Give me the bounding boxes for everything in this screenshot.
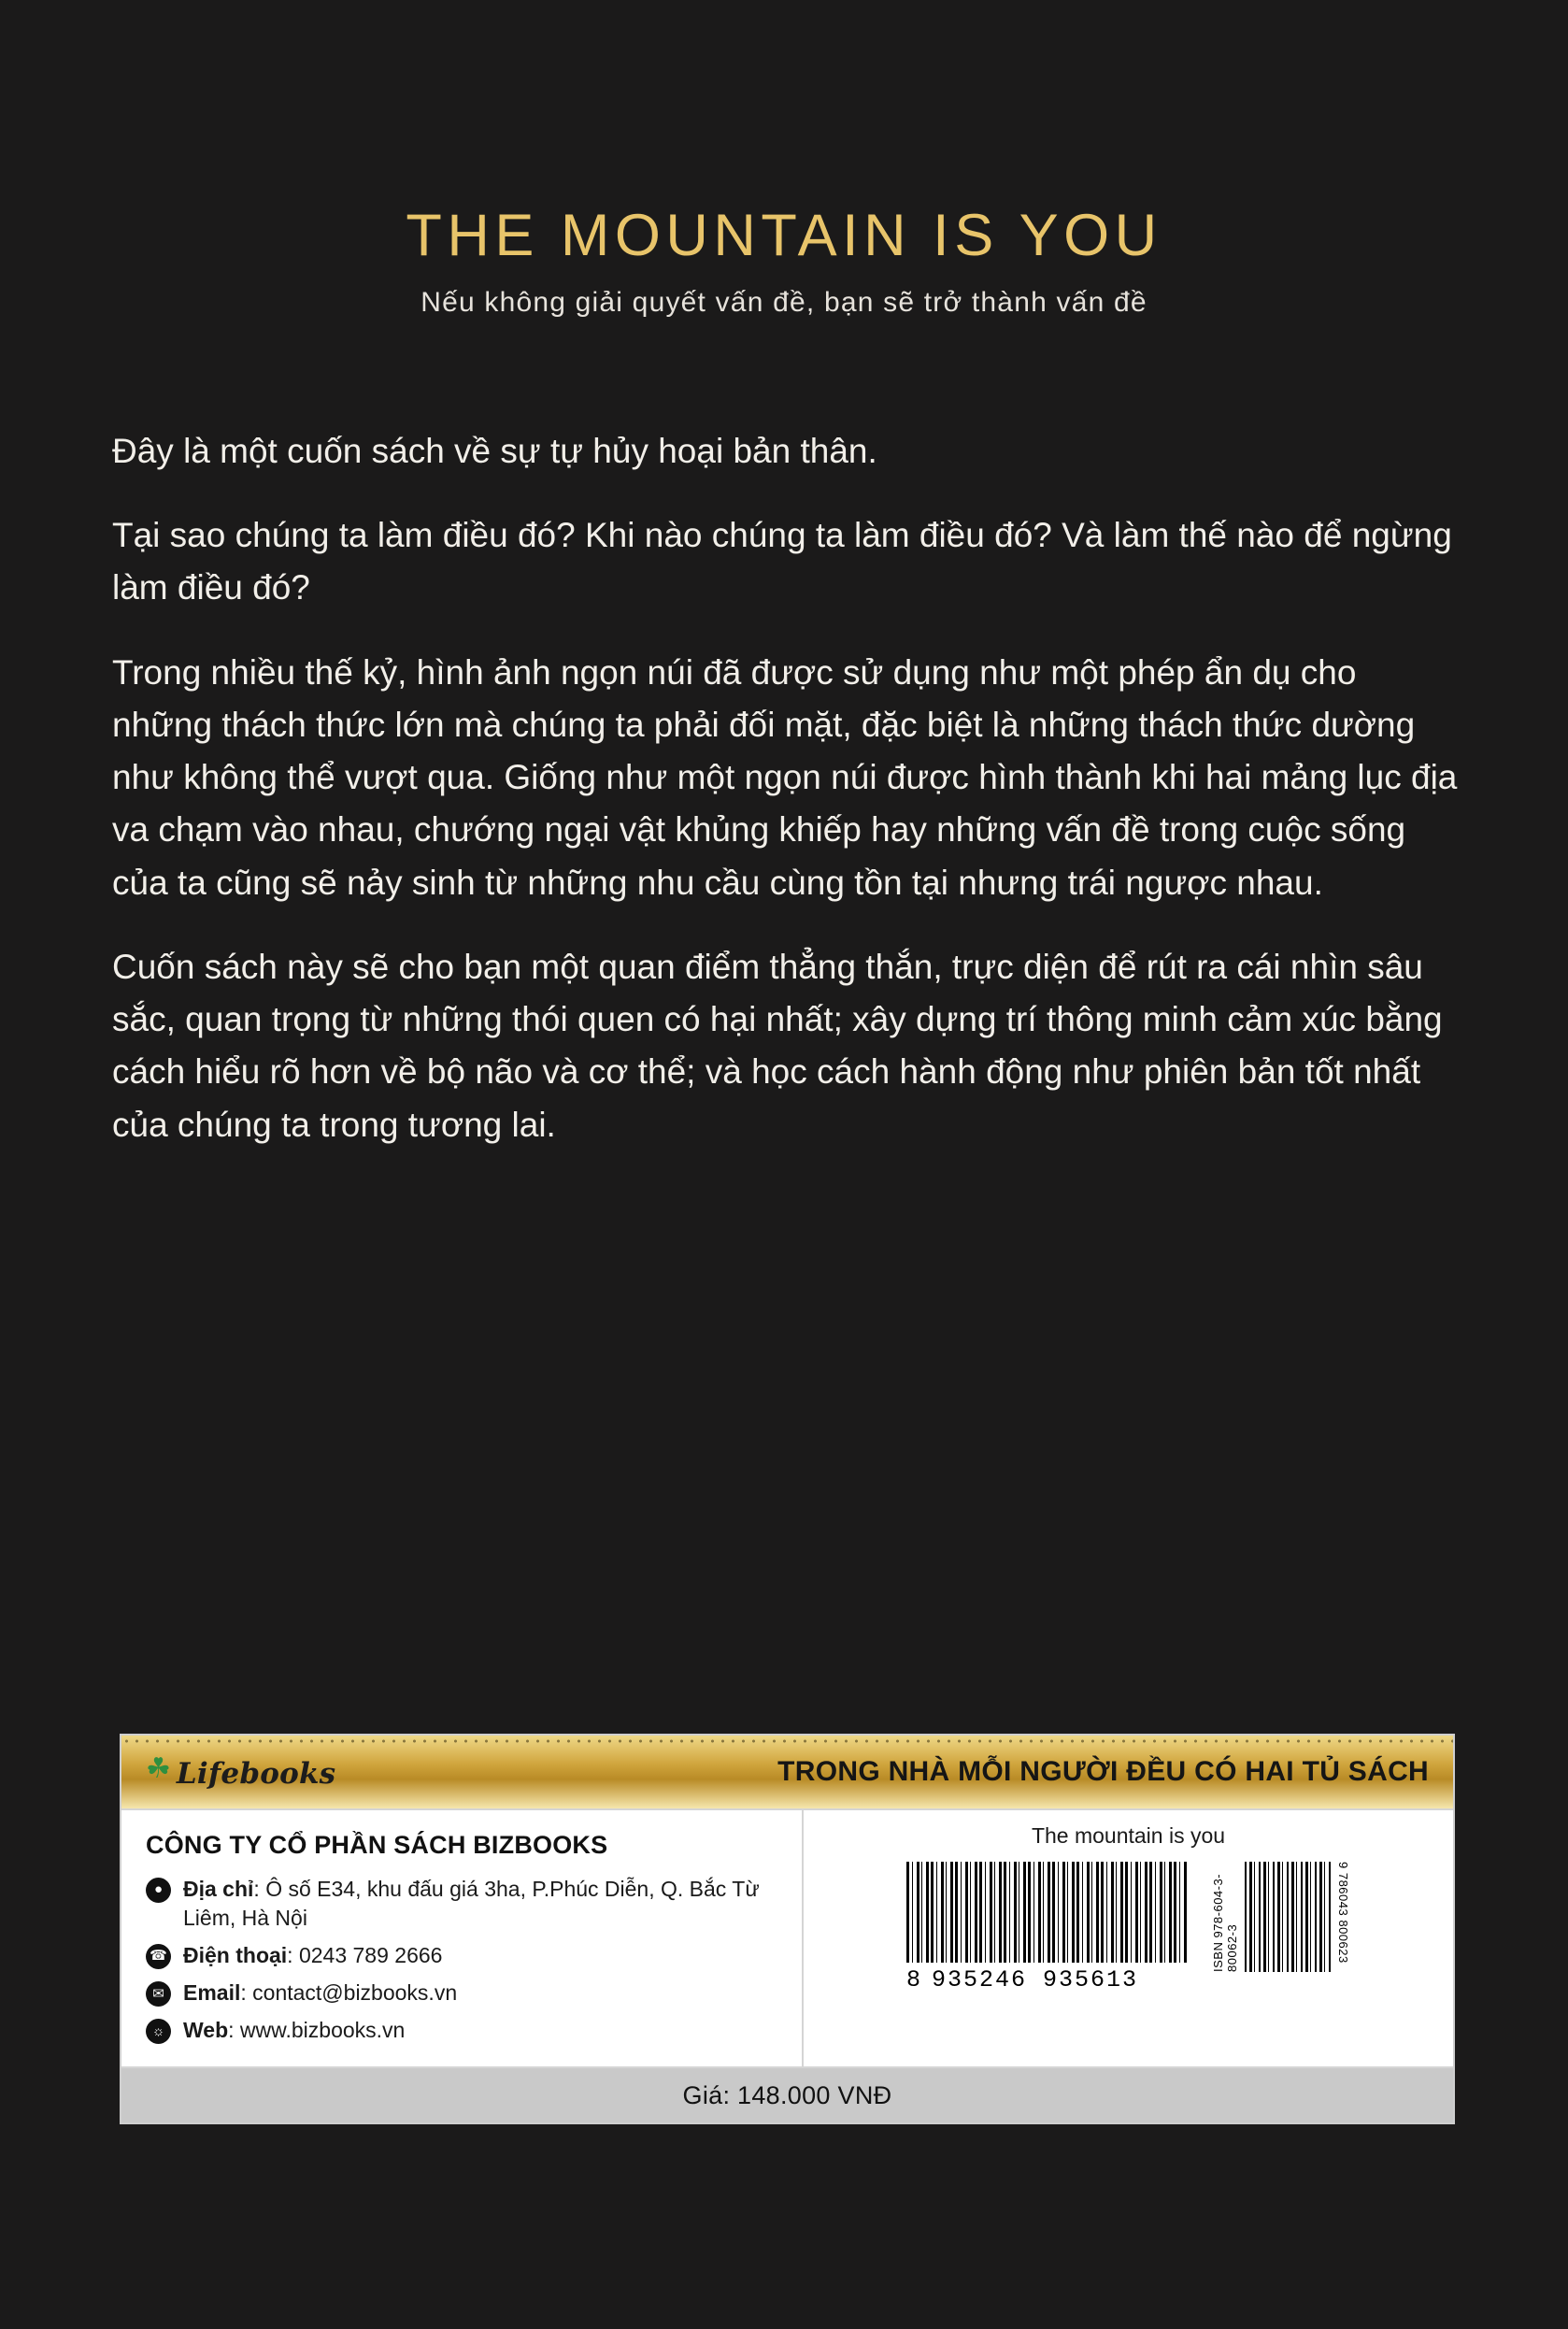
contact-value: : contact@bizbooks.vn [240,1980,458,2006]
barcode-digit-prefix: 8 [906,1966,923,1993]
contact-phone [146,1941,802,1970]
isbn-bars [1245,1862,1331,1972]
paragraph-2: Tại sao chúng ta làm điều đó? Khi nào chúng ta làm điều đó? Và làm thế nào để ngừng làm điều đó? [112,516,1452,607]
barcode-digits [906,1966,1187,1993]
title-block [0,204,1568,319]
barcode-digit-main: 935246 935613 [932,1966,1139,1993]
contact-label: Web [183,2018,229,2043]
phone-icon: ☎ [146,1944,171,1969]
email-icon: ✉ [146,1981,171,2007]
barcode-group [906,1862,1350,1993]
location-icon: ● [146,1878,171,1903]
publisher-footer [120,1734,1455,2124]
contact-text [183,2016,405,2045]
contact-label: Điện thoại [183,1943,288,1968]
contact-value: : 0243 789 2666 [287,1943,443,1968]
price-bar: Giá: 148.000 VNĐ [121,2066,1453,2122]
contact-address [146,1875,802,1933]
footer-body [121,1808,1453,2066]
dotted-border-decoration [121,1738,1453,1744]
contact-email[interactable] [146,1979,802,2008]
page-subtitle: Nếu không giải quyết vấn đề, bạn sẽ trở thành vấn đề [421,287,1147,319]
footer-gold-bar [121,1736,1453,1808]
blurb-text [112,425,1458,1183]
paragraph-1: Đây là một cuốn sách về sự tự hủy hoại bản thân. [112,432,877,470]
contact-value: : Ô số E34, khu đấu giá 3ha, P.Phúc Diễn, Q. Bắc Từ Liêm, Hà Nội [183,1877,760,1931]
contact-web[interactable] [146,2016,802,2045]
paragraph-3: Trong nhiều thế kỷ, hình ảnh ngọn núi đã được sử dụng như một phép ẩn dụ cho những thách thức lớn mà chúng ta phải đối mặt, đặc biệt là những thách thức dường như không thể vượt qua. Giống như một ngọn núi được hình thành khi hai mảng lục địa va chạm vào nhau, chướng ngại vật khủng khiếp hay những vấn đề trong cuộc sống của ta cũng sẽ nảy sinh từ những nhu cầu cùng tồn tại nhưng trái ngược nhau. [112,652,1458,902]
book-title-small: The mountain is you [1031,1823,1226,1848]
barcode-section [804,1810,1453,2066]
clover-icon: ☘ [146,1752,171,1785]
page-title: THE MOUNTAIN IS YOU [406,203,1162,268]
company-info [121,1810,804,2066]
contact-text [183,1875,802,1933]
barcode-bars [906,1862,1187,1963]
isbn-barcode [1211,1862,1350,1972]
publisher-logo [146,1752,336,1791]
contact-value: : www.bizbooks.vn [228,2018,406,2043]
isbn-right-text: 9 786043 800623 [1336,1862,1350,1964]
brand-name: Lifebooks [176,1757,336,1791]
contact-text [183,1941,442,1970]
company-name: CÔNG TY CỔ PHẦN SÁCH BIZBOOKS [146,1831,608,1859]
footer-tagline: TRONG NHÀ MỖI NGƯỜI ĐỀU CÓ HAI TỦ SÁCH [777,1756,1429,1787]
paragraph-4: Cuốn sách này sẽ cho bạn một quan điểm thẳng thắn, trực diện để rút ra cái nhìn sâu sắc, quan trọng từ những thói quen có hại nhất; xây dựng trí thông minh cảm xúc bằng cách hiểu rõ hơn về bộ não và cơ thể; và học cách hành động như phiên bản tốt nhất của chúng ta trong tương lai. [112,947,1443,1144]
contact-label: Email [183,1980,241,2006]
ean-barcode [906,1862,1187,1993]
contact-label: Địa chỉ [183,1877,254,1901]
contact-text [183,1979,457,2008]
isbn-left-text: ISBN 978-604-3-80062-3 [1211,1873,1239,1972]
globe-icon: ☼ [146,2019,171,2044]
